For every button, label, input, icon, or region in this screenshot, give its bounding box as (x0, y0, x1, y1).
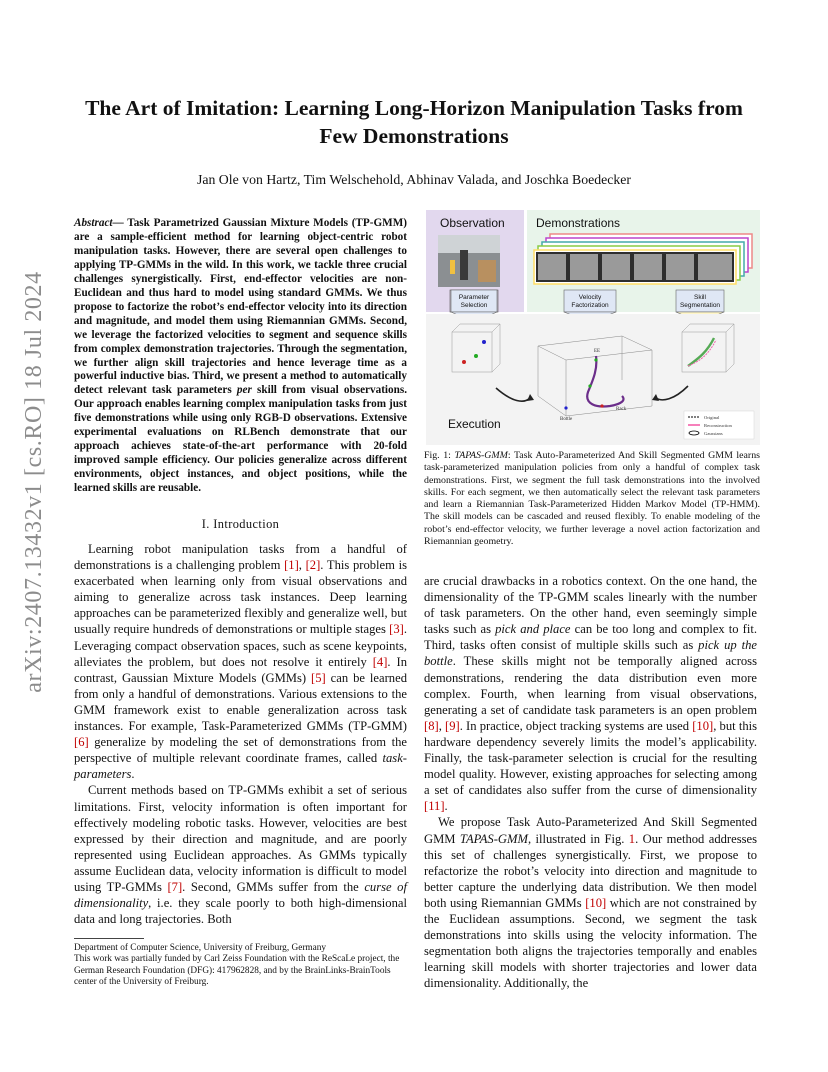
footnote (74, 943, 407, 989)
text-run: . In contrast, Gaussian Mixture Models (GMMs) (74, 654, 407, 685)
skill-segmentation-label: Skill (694, 294, 706, 301)
paper-title (60, 94, 768, 150)
text-run: . These skills might not be temporally aligned across demonstrations, rendering the data distribution even more complex. Fourth, when learning from visual observations, generating a set of candidate task parameters is an open problem (424, 654, 757, 717)
footnote-funding: This work was partially funded by Carl Zeiss Foundation with the ReScaLe project, the German Research Foundation (DFG): 417962828, and by the BrainLinks-BrainTools center of the University of Freiburg. (74, 954, 400, 988)
execution-label: Execution (448, 417, 501, 431)
emphasis: TAPAS-GMM (459, 831, 528, 846)
text-run: , (298, 558, 306, 573)
citation-link[interactable]: [10] (692, 718, 714, 733)
rack-label: Rack (616, 407, 627, 412)
caption-method-name: TAPAS-GMM (454, 450, 508, 461)
text-run: . Leveraging compact observation spaces, such as scene keypoints, alleviates the problem, but does not resolve it entirely (74, 622, 407, 669)
intro-paragraph-1 (74, 541, 407, 782)
section-heading-introduction: I. Introduction (201, 517, 280, 531)
citation-link[interactable]: [4] (372, 654, 388, 669)
abstract (74, 217, 407, 496)
title-line-1: The Art of Imitation: Learning Long-Horizon Manipulation Tasks from (85, 96, 743, 120)
abstract-text: — Task Parametrized Gaussian Mixture Models (TP-GMM) are a sample-efficient method for learning object-centric robot manipulation tasks. However, there are several open challenges to applying TP-GMMs in the wild. In this work, we tackle three crucial challenges synergistically. First, end-effector velocities are non-Euclidean and thus hard to model using standard GMMs. We thus propose to factorize the robot’s end-effector velocity into its direction and magnitude, and model them using Riemannian GMMs. Second, we leverage the factorized velocities to segment and sequence skills from complex demonstration trajectories. Through the segmentation, we further align skill trajectories and hence leverage time as a powerful inductive bias. Third, we present a method to automatically detect relevant task parameters (74, 217, 407, 397)
text-run: . Our method addresses this set of challenges synergistically. First, we propose to refactorize the robot’s velocity into direction and magnitude to better capture the underlying data distribution. We then model both using Riemannian GMMs (424, 831, 758, 910)
footnote-rule (74, 938, 144, 939)
figure-1 (426, 210, 760, 445)
arxiv-stamp: arXiv:2407.13432v1 [cs.RO] 18 Jul 2024 (21, 271, 47, 693)
figure-caption (424, 450, 760, 548)
figure-legend (684, 411, 754, 439)
right-column-body (424, 573, 757, 991)
observation-label: Observation (440, 216, 505, 230)
demonstration-strips (534, 234, 752, 284)
author-list: Jan Ole von Hartz, Tim Welschehold, Abhinav Valada, and Joschka Boedecker (196, 172, 632, 187)
text-run: generalize by modeling the set of demonstrations from the perspective of multiple relevant coordinate frames, called (74, 735, 407, 766)
ee-label: EE (594, 349, 601, 354)
text-run: . Second, GMMs suffer from the (182, 879, 365, 894)
abstract-label: Abstract (74, 217, 113, 229)
citation-link[interactable]: [2] (305, 558, 321, 573)
citation-link[interactable]: [1] (284, 558, 299, 573)
right-paragraph-1 (424, 573, 757, 814)
citation-link[interactable]: [11] (424, 799, 445, 814)
velocity-factorization-label-2: Factorization (571, 302, 609, 309)
citation-link[interactable]: [7] (167, 879, 183, 894)
text-run: , i.e. they scale poorly to both high-dimensional data and long trajectories. Both (74, 896, 407, 927)
text-run: We propose Task Auto-Parameterized And Skill Segmented GMM (424, 815, 757, 846)
citation-link[interactable]: [8] (424, 718, 439, 733)
legend-original: Original (704, 415, 720, 420)
citation-link[interactable]: [3] (389, 622, 404, 637)
demonstrations-label: Demonstrations (536, 216, 621, 230)
text-run: . This problem is exacerbated when learning only from visual observations and aiming to generalize across task instances. Deep learning approaches can be parameterized flexibly and generalize well, but usually require hundreds of demonstrations or multiple stages (74, 558, 408, 637)
title-line-2: Few Demonstrations (319, 124, 509, 148)
abstract-per: per (236, 384, 252, 397)
citation-link[interactable]: [5] (311, 670, 326, 685)
legend-reconstruction: Reconstruction (704, 423, 732, 428)
right-paragraph-2 (424, 814, 757, 991)
text-run: . In practice, object tracking systems are used (459, 718, 693, 733)
footnote-affiliation: Department of Computer Science, University of Freiburg, Germany (74, 943, 327, 953)
emphasis: pick and place (495, 622, 571, 637)
emphasis: curse of dimensionality (74, 879, 407, 911)
intro-paragraph-2 (74, 782, 407, 927)
text-run: , but this hardware dependency severely limits the model’s applicability. Finally, the task-parameter selection is crucial for the resulting model quality. However, existing approaches for selecting among a set of candidates also suffer from the curse of dimensionality (424, 718, 758, 798)
citation-link[interactable]: [10] (585, 895, 607, 910)
text-run: can be too long and complex to fit. Third, tasks often consist of multiple skills such as (424, 622, 758, 653)
emphasis: task-parameters (74, 751, 407, 782)
velocity-factorization-label: Velocity (578, 294, 602, 301)
caption-text: : Task Auto-Parameterized And Skill Segmented GMM learns task-parameterized manipulation policies from only a handful of complex task demonstrations. First, we segment the full task demonstrations into the involved skills. For each segment, we then automatically select the relevant task parameters and learn a Riemannian Task-Parameterized Hidden Markov Model (TP-HMM). The skill models can be cascaded and reused flexibly. To enable modeling of the robot’s end-effector velocity, we further leverage a novel action factorization and Riemannian geometry. (424, 450, 760, 548)
intro-body (74, 541, 407, 927)
skill-segmentation-label-2: Segmentation (679, 302, 721, 309)
text-run: , illustrated in Fig. (527, 831, 629, 846)
text-run: can be learned from only a handful of demonstrations. Various extensions to the GMM framework exist to enable generalization across task instances. For example, Task-Parameterized GMMs (TP-GMM) (74, 670, 407, 734)
text-run: Current methods based on TP-GMMs exhibit a set of serious limitations. First, velocity information is often important for effectively modeling robotic tasks. However, velocities are best expressed by their direction and magnitude, and are poorly represented using Euclidean approaches. As GMMs typically assume Euclidean data, velocity information is difficult to model using TP-GMMs (74, 783, 407, 894)
text-run: . (131, 767, 135, 782)
citation-link[interactable]: [9] (445, 718, 460, 733)
figure-link[interactable]: 1 (628, 831, 636, 846)
text-run: , (438, 718, 446, 733)
text-run: Learning robot manipulation tasks from a handful of demonstrations is a challenging problem (74, 542, 407, 573)
text-run: are crucial drawbacks in a robotics context. On the one hand, the dimensionality of the TP-GMM scales linearly with the number of task parameters. On the other hand, even seemingly simple tasks such as (424, 574, 757, 637)
emphasis: pick up the bottle (424, 638, 757, 669)
legend-gaussians: Gaussians (704, 431, 723, 436)
bottle-label: Bottle (560, 417, 573, 422)
text-run: which are not constrained by the Euclidean assumptions. Second, we segment the task demonstrations into skills using the velocity information. The segmentation both aligns the trajectories temporally and enables learning skill models with shorter trajectories and lower data dimensionality. Additionally, the (424, 895, 757, 991)
citation-link[interactable]: [6] (74, 735, 89, 750)
parameter-selection-label-2: Selection (460, 302, 488, 309)
text-run: . (444, 799, 448, 814)
caption-prefix: Fig. 1: (424, 450, 455, 461)
parameter-selection-label: Parameter (458, 294, 490, 301)
abstract-text-end: skill from visual observations. Our approach enables learning complex manipulation tasks from just five demonstrations while using only RGB-D observations. Extensive experimental evaluations on RLBench demonstrate that our approach achieves state-of-the-art performance with 20-fold improved sample efficiency. Our policies generalize across different environments, object instances, and object positions, while the learned skills are reusable. (74, 384, 407, 495)
